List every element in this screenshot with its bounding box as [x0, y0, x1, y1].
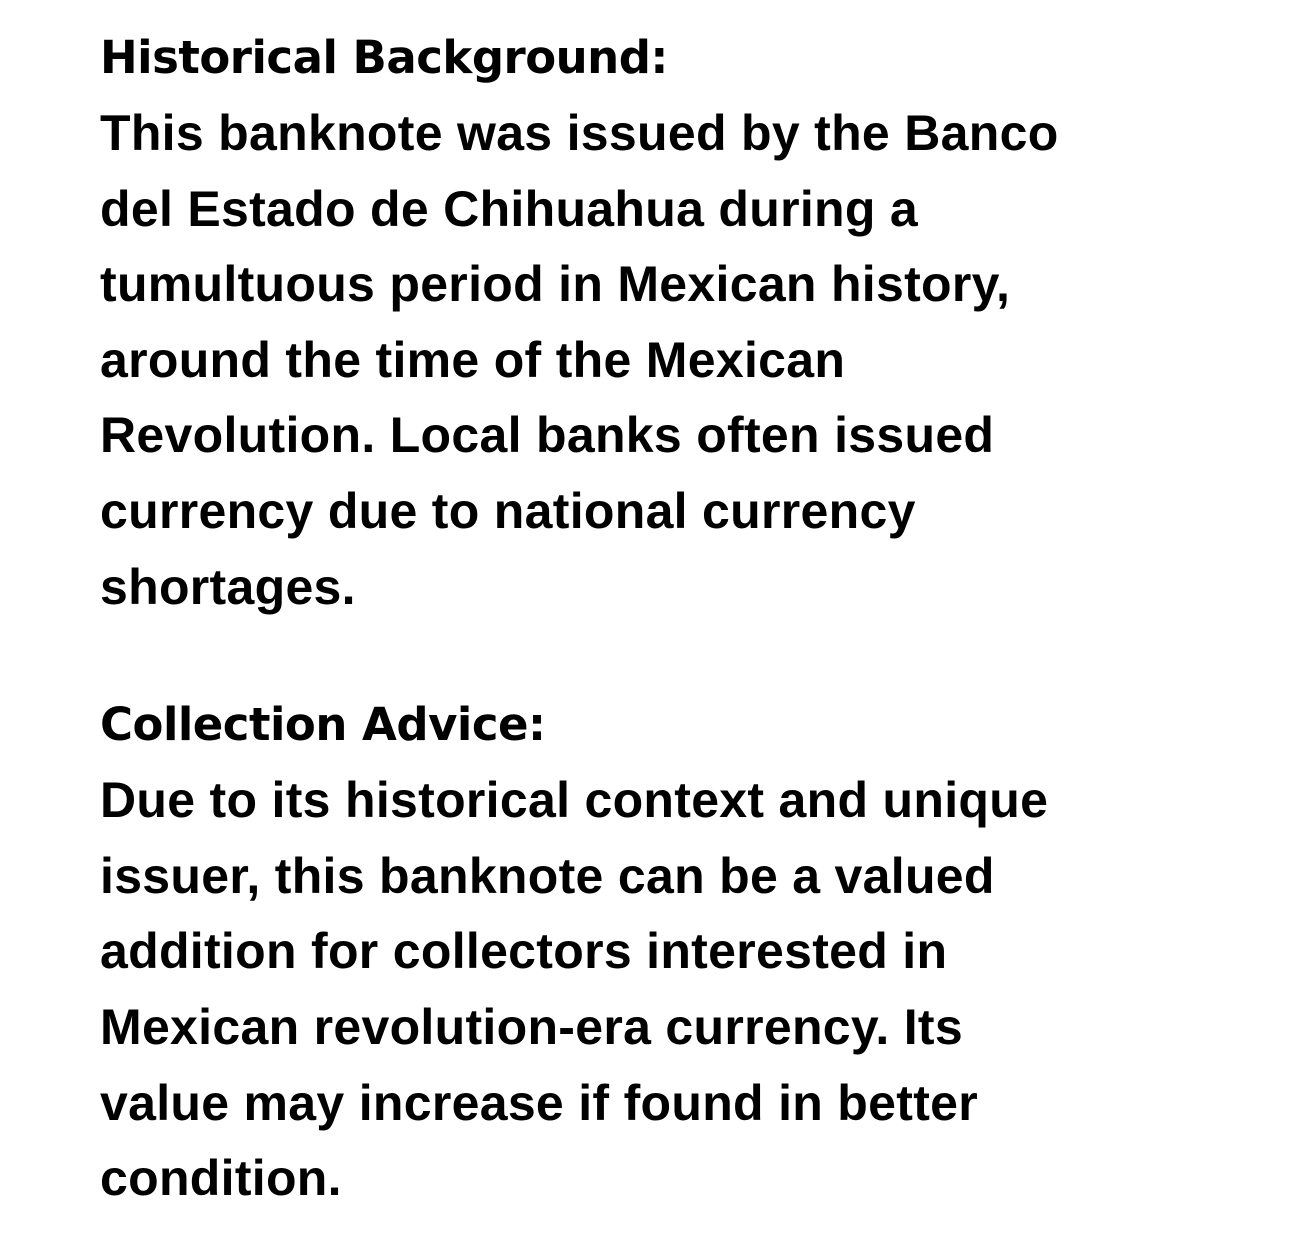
text-line: addition for collectors interested in: [100, 923, 948, 980]
section-heading: Collection Advice:: [100, 698, 546, 752]
section-heading: Historical Background:: [100, 31, 668, 84]
text-line: Due to its historical context and unique: [100, 772, 1049, 829]
collection-advice-section: [100, 687, 1220, 1217]
section-paragraph: [100, 763, 1220, 1217]
section-spacer: [100, 625, 1220, 687]
text-line: value may increase if found in better: [100, 1074, 979, 1131]
text-line: Mexican revolution-era currency. Its: [100, 998, 963, 1055]
document-body: [100, 20, 1220, 1217]
text-line: shortages.: [100, 558, 356, 615]
text-line: currency due to national currency: [100, 482, 916, 539]
historical-background-section: [100, 20, 1220, 625]
text-line: This banknote was issued by the Banco: [100, 105, 1059, 161]
text-line: condition.: [100, 1150, 342, 1207]
text-line: tumultuous period in Mexican history,: [100, 256, 1011, 313]
text-line: issuer, this banknote can be a valued: [100, 847, 995, 904]
section-paragraph: [100, 96, 1220, 625]
text-line: Revolution. Local banks often issued: [100, 407, 995, 464]
text-line: del Estado de Chihuahua during a: [100, 180, 918, 237]
text-line: around the time of the Mexican: [100, 331, 846, 388]
